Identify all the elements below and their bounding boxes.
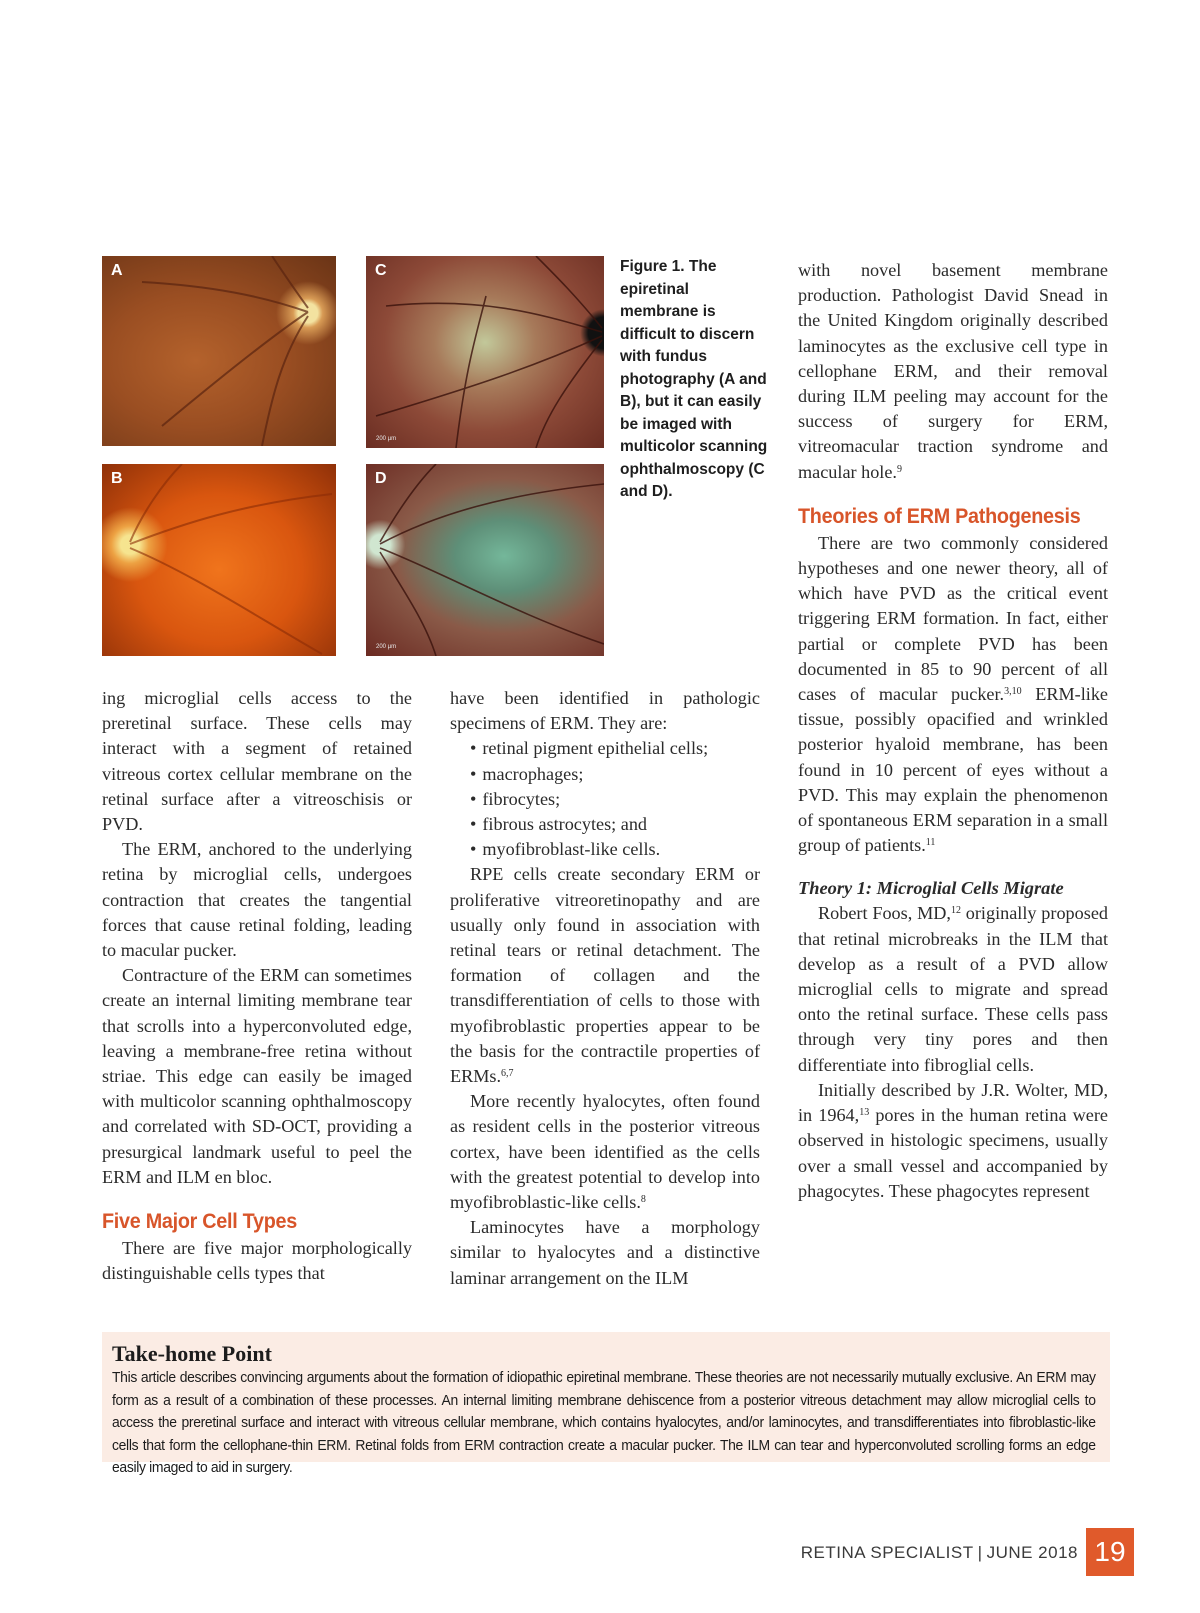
paragraph (798, 258, 1108, 485)
text: Robert Foos, MD, (818, 903, 951, 924)
take-home-box (102, 1332, 1110, 1476)
retinal-vessels-c (366, 256, 604, 448)
publication-name: RETINA SPECIALIST (800, 1543, 974, 1562)
retinal-vessels-a (102, 256, 336, 446)
citation: 3,10 (1004, 686, 1022, 698)
text: More recently hyalocytes, often found as resident cells in the posterior vitreous cortex, have been identified as the cells with the greatest potential to develop into myofibroblastic-like cells. (450, 1091, 760, 1213)
paragraph: There are five major morphologically distinguishable cells types that (102, 1238, 412, 1284)
multicolor-scan-d (366, 464, 604, 656)
issue-date: JUNE 2018 (986, 1543, 1078, 1562)
citation: 6,7 (501, 1068, 514, 1080)
multicolor-scan-c (366, 256, 604, 448)
text: with novel basement membrane production. Pathologist David Snead in the United Kingdom originally described laminocytes as the exclusive cell type in cellophane ERM, and their removal during ILM peeling may account for the success of surgery for ERM, vitreomacular traction syndrome and macular hole. (798, 260, 1108, 482)
panel-label-c: C (375, 262, 387, 279)
column-2 (450, 686, 760, 1291)
list-item: • fibrous astrocytes; and (470, 812, 760, 837)
section-heading-cell-types: Five Major Cell Types (102, 1209, 298, 1234)
column-3 (798, 258, 1108, 1204)
footer-separator: | (977, 1543, 983, 1562)
citation: 9 (896, 463, 902, 475)
text: originally proposed that retinal microbreaks in the ILM that develop as a result of a PVD allow microglial cells to migrate and spread onto the retinal surface. These cells pass through very tiny pores and then differentiate into fibroglial cells. (798, 903, 1108, 1075)
citation: 8 (640, 1194, 646, 1206)
retinal-vessels-d (366, 464, 604, 656)
panel-label-d: D (375, 470, 387, 487)
panel-label-a: A (111, 262, 123, 279)
citation: 12 (950, 905, 961, 917)
paragraph (798, 531, 1108, 859)
list-item: • fibrocytes; (470, 787, 760, 812)
take-home-title: Take-home Point (112, 1341, 272, 1366)
footer-publication (800, 1543, 1078, 1563)
paragraph: Laminocytes have a morphology similar to hyalocytes and a distinctive laminar arrangement on the ILM (450, 1217, 760, 1288)
text: RPE cells create secondary ERM or proliferative vitreoretinopathy and are usually only found in association with retinal tears or retinal detachment. The formation of collagen and the transdifferentiation of cells to those with myofibroblastic properties appear to be the basis for the contractile properties of ERMs. (450, 864, 760, 1087)
paragraph: Contracture of the ERM can sometimes create an internal limiting membrane tear that scrolls into a hyperconvoluted edge, leaving a membrane-free retina without striae. This edge can easily be imaged with multicolor scanning ophthalmoscopy and correlated with SD-OCT, providing a presurgical landmark useful to peel the ERM and ILM en bloc. (102, 965, 412, 1187)
subheading-theory-1: Theory 1: Microglial Cells Migrate (798, 878, 1064, 899)
citation: 11 (925, 837, 936, 849)
text: Initially described by J.R. Wolter, MD, in 1964, (798, 1079, 1108, 1126)
figure-caption: Figure 1. The epiretinal membrane is difficult to discern with fundus photography (A and B), but it can easily be imaged with multicolor scanning ophthalmoscopy (C and D). (620, 258, 768, 500)
text: ERM-like tissue, possibly opacified and wrinkled posterior hyaloid membrane, has been found in 10 percent of eyes without a PVD. This may explain the phenomenon of spontaneous ERM separation in a small group of patients. (798, 684, 1108, 856)
paragraph (798, 901, 1108, 1077)
scale-bar-c: 200 µm (376, 436, 397, 442)
paragraph (450, 862, 760, 1089)
paragraph (450, 1089, 760, 1215)
paragraph: The ERM, anchored to the underlying retina by microglial cells, undergoes contraction that creates the tangential forces that cause retinal folding, leading to macular pucker. (102, 839, 412, 961)
paragraph: have been identified in pathologic specimens of ERM. They are: (450, 688, 760, 734)
page-number: 19 (1086, 1528, 1134, 1576)
paragraph: ing microglial cells access to the preretinal surface. These cells may interact with a segment of retained vitreous cortex cellular membrane on the retinal surface after a vitreoschisis or PVD. (102, 688, 412, 835)
fundus-photo-b (102, 464, 336, 656)
list-item: • retinal pigment epithelial cells; (470, 736, 760, 761)
text: pores in the human retina were observed in histologic specimens, usually over a small vessel and accompanied by phagocytes. These phagocytes represent (798, 1105, 1108, 1201)
retinal-vessels-b (102, 464, 336, 656)
column-1 (102, 686, 412, 1286)
list-item: • macrophages; (470, 762, 760, 787)
section-heading-pathogenesis: Theories of ERM Pathogenesis (798, 503, 1081, 528)
text: There are two commonly considered hypotheses and one newer theory, all of which have PVD as the critical event triggering ERM formation. In fact, either partial or complete PVD has been documented in 85 to 90 percent of all cases of macular pucker. (798, 532, 1108, 705)
fundus-photo-a (102, 256, 336, 446)
scale-bar-d: 200 µm (376, 644, 397, 650)
cell-type-list (450, 736, 760, 862)
list-item: • myofibroblast-like cells. (470, 837, 760, 862)
take-home-body: This article describes convincing arguments about the formation of idiopathic epiretinal membrane. These theories are not necessarily mutually exclusive. An ERM may form as a result of a combination of these processes. An internal limiting membrane dehiscence from a posterior vitreous detachment may allow microglial cells to access the preretinal surface and interact with vitreous cellular membrane, which contains hyalocytes, and/or laminocytes, and transdifferentiates into fibroblastic-like cells that form the cellophane-thin ERM. Retinal folds from ERM contraction create a macular pucker. The ILM can tear and hyperconvoluted scrolling forms an edge easily imaged to aid in surgery. (112, 1370, 1096, 1476)
citation: 13 (859, 1107, 870, 1119)
panel-label-b: B (111, 470, 123, 487)
paragraph (798, 1078, 1108, 1204)
